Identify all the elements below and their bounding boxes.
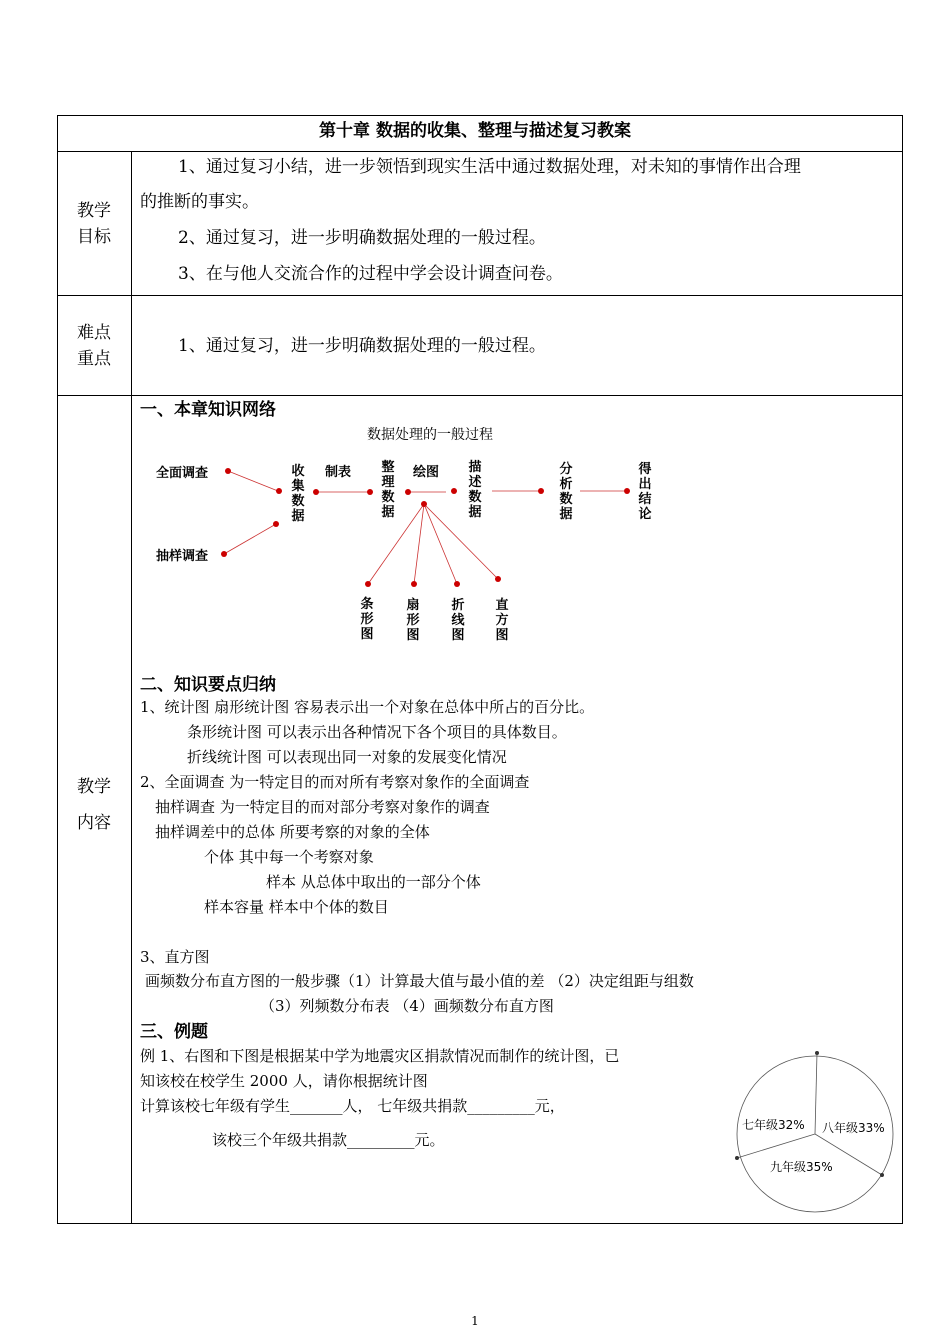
- content-header-line2: 内容: [77, 813, 111, 833]
- node-draw: 绘图: [413, 465, 440, 480]
- goals-header: [57, 198, 131, 250]
- node-bar-chart: 条形图: [360, 597, 374, 642]
- pie-label-grade9: 九年级35%: [770, 1160, 833, 1174]
- section3-heading: 三、例题: [140, 1022, 208, 1042]
- goal-line: 2、通过复习，进一步明确数据处理的一般过程。: [178, 228, 546, 248]
- point-line: （3）列频数分布表 （4）画频数分布直方图: [260, 997, 554, 1015]
- node-full-survey: 全面调查: [156, 466, 209, 481]
- pie-slice-lines: [737, 1053, 882, 1175]
- node-line-chart: 折线图: [451, 598, 465, 643]
- point-line: 折线统计图 可以表现出同一对象的发展变化情况: [187, 748, 507, 766]
- example-line: 知该校在校学生 2000 人，请你根据统计图: [140, 1072, 428, 1090]
- point-line: 抽样调差中的总体 所要考察的对象的全体: [155, 823, 430, 841]
- node-describe: 描述数据: [468, 460, 482, 520]
- node-sample-survey: 抽样调查: [156, 549, 209, 564]
- point-line: 2、全面调查 为一特定目的而对所有考察对象作的全面调查: [140, 773, 530, 791]
- goal-line: 的推断的事实。: [140, 192, 259, 212]
- point-line: 画频数分布直方图的一般步骤（1）计算最大值与最小值的差 （2）决定组距与组数: [145, 972, 694, 990]
- key-header: [57, 320, 131, 372]
- point-line: 条形统计图 可以表示出各种情况下各个项目的具体数目。: [187, 723, 567, 741]
- point-line: 样本 从总体中取出的一部分个体: [266, 873, 481, 891]
- key-text: 1、通过复习，进一步明确数据处理的一般过程。: [178, 336, 546, 356]
- goals-header-line2: 目标: [77, 227, 111, 247]
- point-line: 3、直方图: [140, 948, 210, 966]
- point-line: 1、统计图 扇形统计图 容易表示出一个对象在总体中所占的百分比。: [140, 698, 595, 716]
- section1-heading: 一、本章知识网络: [140, 400, 276, 420]
- goal-line: 1、通过复习小结，进一步领悟到现实生活中通过数据处理，对未知的事情作出合理: [178, 157, 801, 177]
- example-line: 该校三个年级共捐款_________元。: [212, 1131, 445, 1149]
- point-line: 抽样调查 为一特定目的而对部分考察对象作的调查: [155, 798, 490, 816]
- pie-label-grade7: 七年级32%: [742, 1118, 805, 1132]
- pie-label-grade8: 八年级33%: [822, 1121, 885, 1135]
- goals-header-line1: 教学: [77, 201, 111, 221]
- node-organize: 整理数据: [381, 460, 395, 520]
- key-header-line1: 难点: [77, 323, 111, 343]
- key-header-line2: 重点: [77, 349, 111, 369]
- content-header-line1: 教学: [77, 777, 111, 797]
- point-line: 个体 其中每一个考察对象: [204, 848, 374, 866]
- node-collect: 收集数据: [291, 464, 305, 524]
- node-histogram: 直方图: [495, 598, 509, 643]
- node-conclude: 得出结论: [638, 462, 652, 522]
- node-tabulate: 制表: [325, 465, 352, 480]
- diagram-title: 数据处理的一般过程: [367, 427, 493, 443]
- point-line: 样本容量 样本中个体的数目: [204, 898, 389, 916]
- content-header: [57, 774, 131, 836]
- section2-heading: 二、知识要点归纳: [140, 675, 276, 695]
- node-pie-chart: 扇形图: [406, 598, 420, 643]
- goal-line: 3、在与他人交流合作的过程中学会设计调查问卷。: [178, 264, 563, 284]
- node-analyze: 分析数据: [559, 462, 573, 522]
- page-number: 1: [471, 1314, 479, 1328]
- example-line: 例 1、右图和下图是根据某中学为地震灾区捐款情况而制作的统计图，已: [140, 1047, 620, 1065]
- page-title: 第十章 数据的收集、整理与描述复习教案: [319, 121, 631, 141]
- example-line: 计算该校七年级有学生_______人， 七年级共捐款_________元，: [140, 1097, 565, 1115]
